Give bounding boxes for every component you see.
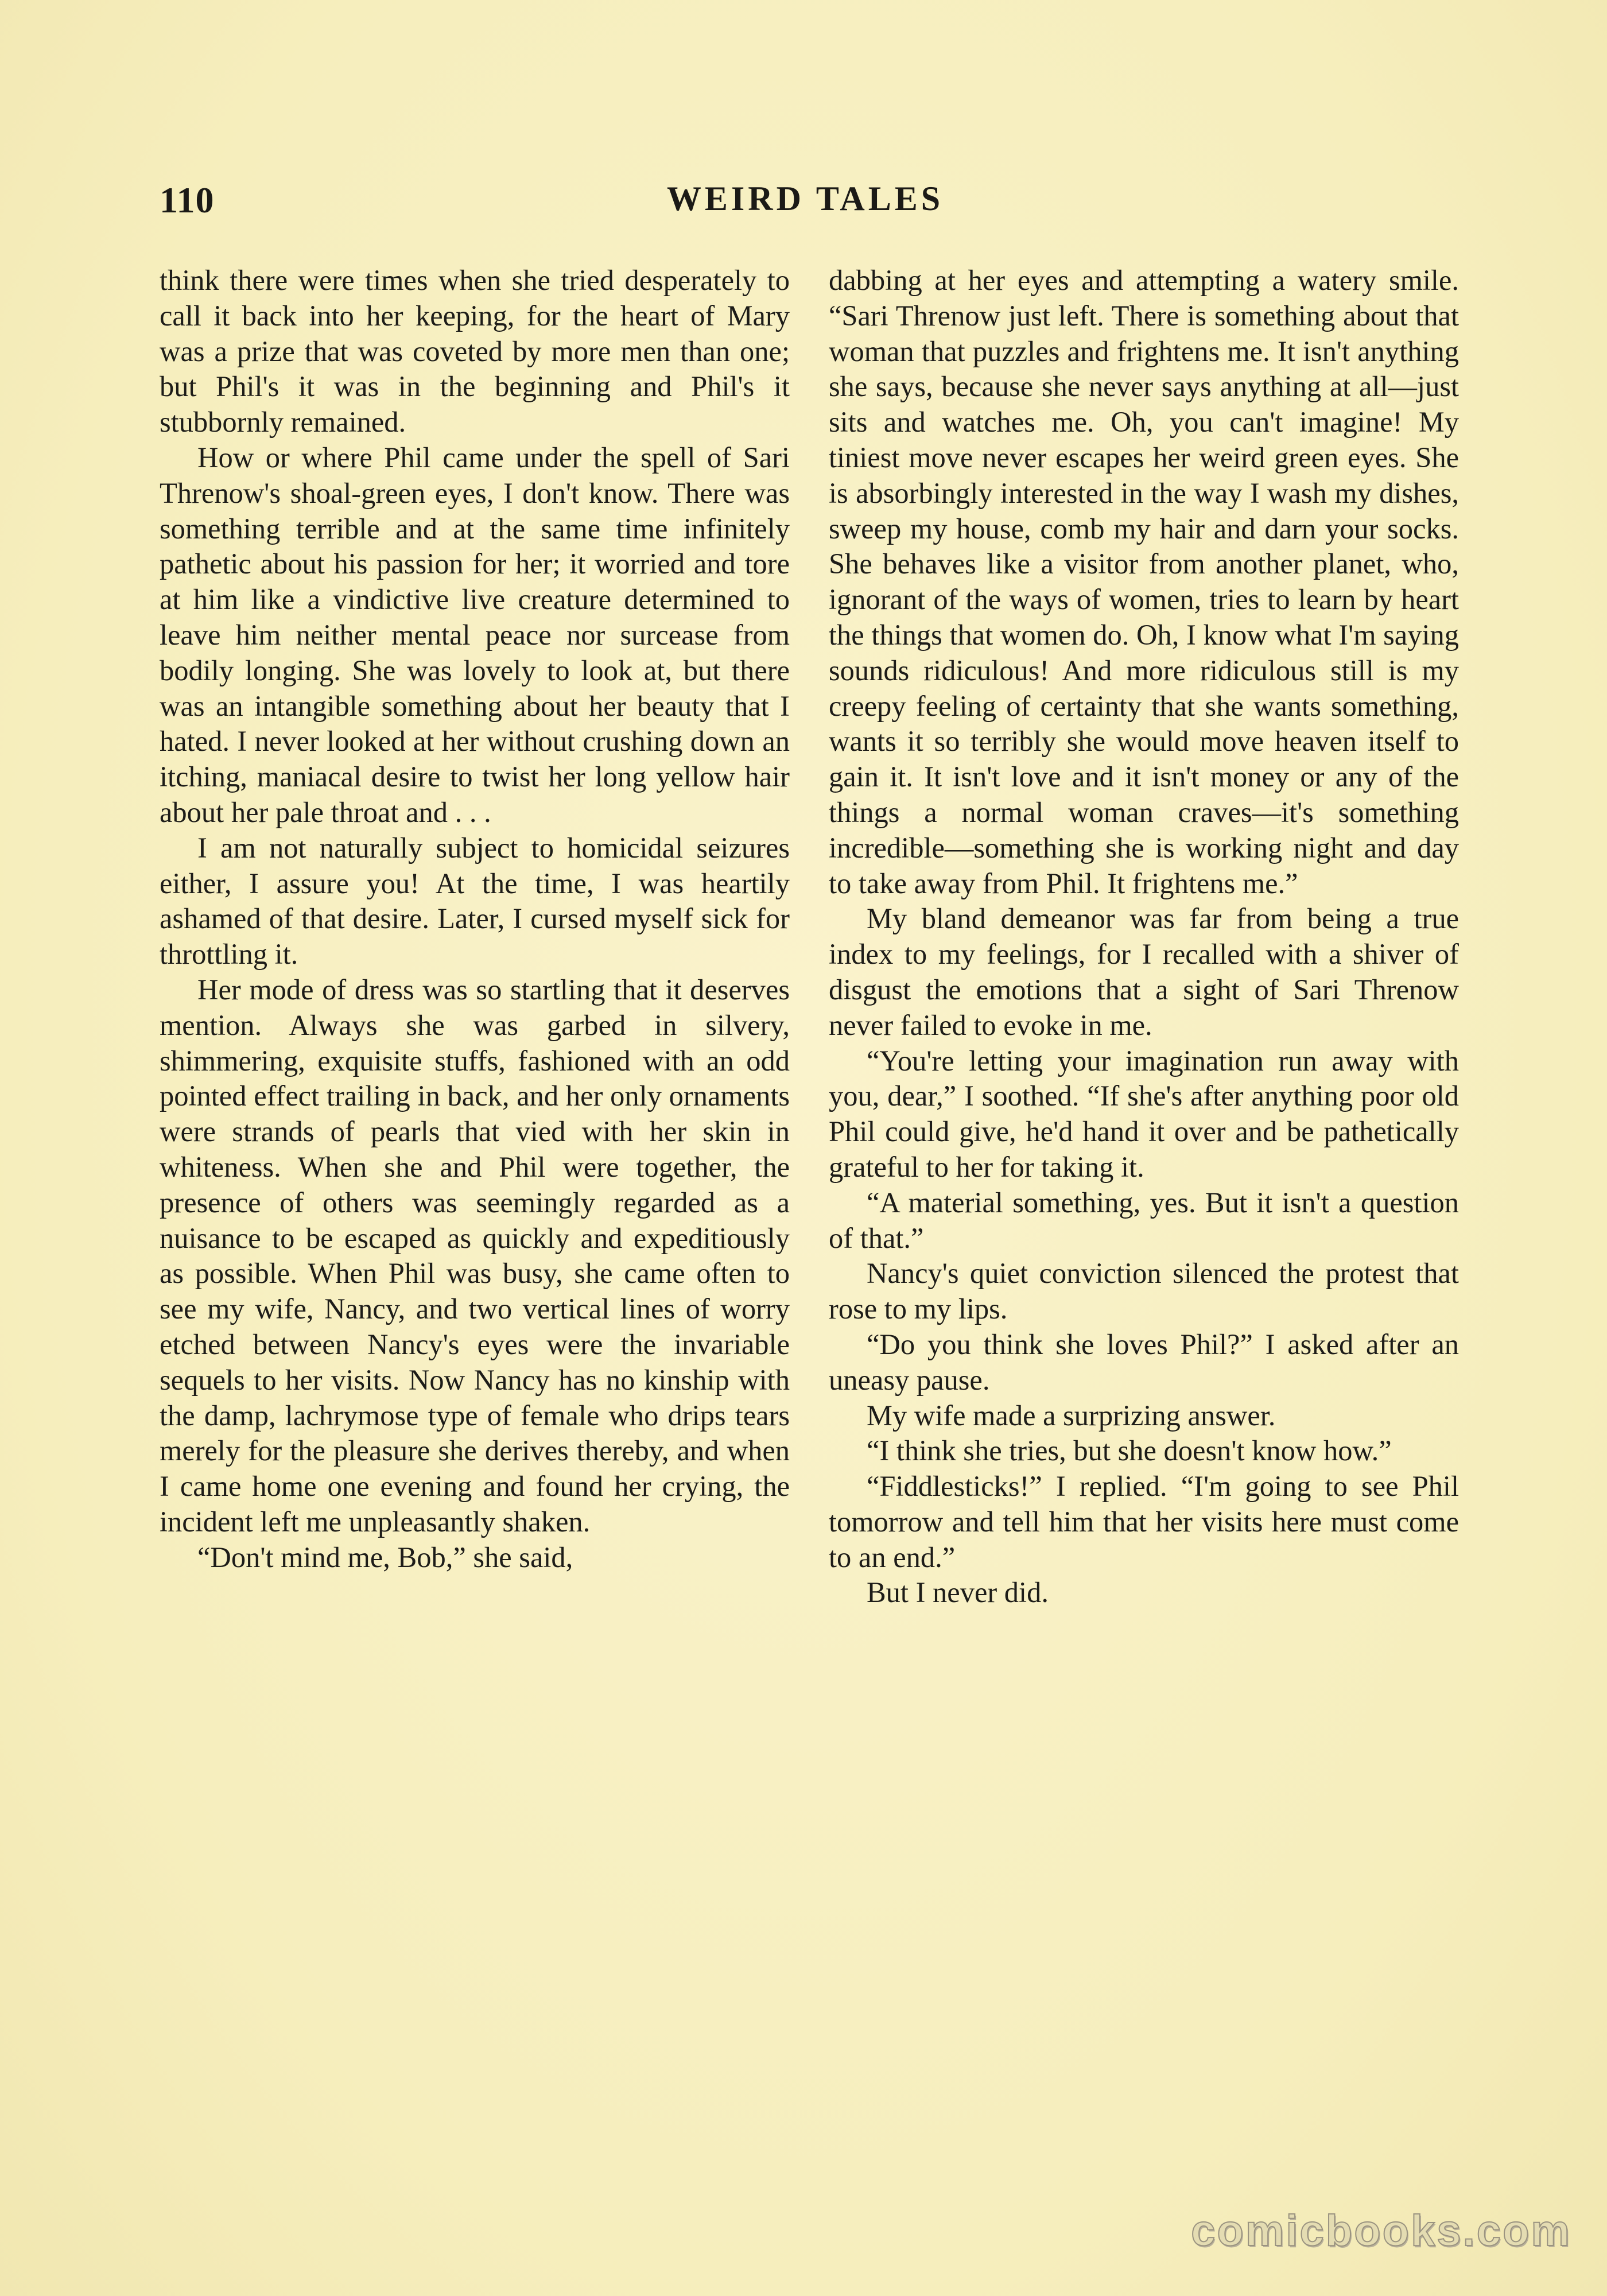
paragraph: But I never did. (867, 1576, 1049, 1609)
paragraph: Her mode of dress was so startling that it deserves mention. Always she was garbed in silvery, shimmering, exquisite stuffs, fashioned with an odd pointed effect trailing in back, and her only ornaments were strands of pearls that vied with her skin in whiteness. When she and Phil were together, the presence of others was seemingly regarded as a nuisance to be escaped as quickly and expeditiously as possible. When Phil was busy, she came often to see my wife, Nancy, and two vertical lines of worry etched between Nancy's eyes were the invariable sequels to her visits. Now Nancy has no kinship with the damp, lachrymose type of female who drips tears merely for the pleasure she derives thereby, and when I came home one evening and found her crying, the incident left me unpleasantly shaken. (160, 973, 790, 1538)
watermark-logo: comicbooks.com (1191, 2206, 1571, 2255)
paragraph: dabbing at her eyes and attempting a watery smile. “Sari Threnow just left. There is something about that woman that puzzles and frightens me. It isn't anything she says, because she never says anything at all—just sits and watches me. Oh, you can't imagine! My tiniest move never escapes her weird green eyes. She is absorbingly interested in the way I wash my dishes, sweep my house, comb my hair and darn your socks. She behaves like a visitor from another planet, who, ignorant of the ways of women, tries to learn by heart the things that women do. Oh, I know what I'm saying sounds ridiculous! And more ridiculous still is my creepy feeling of certainty that she wants something, wants it so terribly she would move heaven itself to gain it. It isn't love and it isn't money or any of the things a normal woman craves—it's something incredible—something she is working night and day to take away from Phil. It frightens me.” (829, 264, 1459, 899)
paragraph: How or where Phil came under the spell of Sari Threnow's shoal-green eyes, I don't know. There was something terrible and at the same time infinitely pathetic about his passion for her; it worried and tore at him like a vindictive live creature determined to leave him neither mental peace nor surcease from bodily longing. She was lovely to look at, but there was an intangible something about her beauty that I hated. I never looked at her without crushing down an itching, maniacal desire to twist her long yellow hair about her pale throat and . . . (160, 441, 790, 828)
paragraph: My bland demeanor was far from being a true index to my feelings, for I recalled with a shiver of disgust the emotions that a sight of Sari Threnow never failed to evoke in me. (829, 902, 1459, 1041)
paragraph: think there were times when she tried desperately to call it back into her keeping, for the heart of Mary was a prize that was coveted by more men than one; but Phil's it was in the beginning and Phil's it stubbornly remained. (160, 264, 790, 439)
paragraph: “You're letting your imagination run away with you, dear,” I soothed. “If she's after anything poor old Phil could give, he'd hand it over and be pathetically grateful to her for taking it. (829, 1044, 1459, 1183)
page-number: 110 (160, 180, 215, 220)
paragraph: My wife made a surprizing answer. (867, 1399, 1276, 1432)
paragraph: Nancy's quiet conviction silenced the protest that rose to my lips. (829, 1257, 1459, 1325)
left-column (160, 263, 790, 1575)
paragraph: “A material something, yes. But it isn't a question of that.” (829, 1186, 1459, 1254)
paragraph: “I think she tries, but she doesn't know how.” (867, 1434, 1392, 1467)
paragraph: “Do you think she loves Phil?” I asked after an uneasy pause. (829, 1328, 1459, 1396)
page-header (160, 179, 1451, 225)
right-column (829, 263, 1459, 1611)
paragraph: “Fiddlesticks!” I replied. “I'm going to see Phil tomorrow and tell him that her visits here must come to an end.” (829, 1470, 1459, 1573)
paragraph: I am not naturally subject to homicidal seizures either, I assure you! At the time, I was heartily ashamed of that desire. Later, I cursed myself sick for throttling it. (160, 831, 790, 971)
paragraph: “Don't mind me, Bob,” she said, (197, 1541, 573, 1573)
running-head: WEIRD TALES (666, 180, 944, 218)
